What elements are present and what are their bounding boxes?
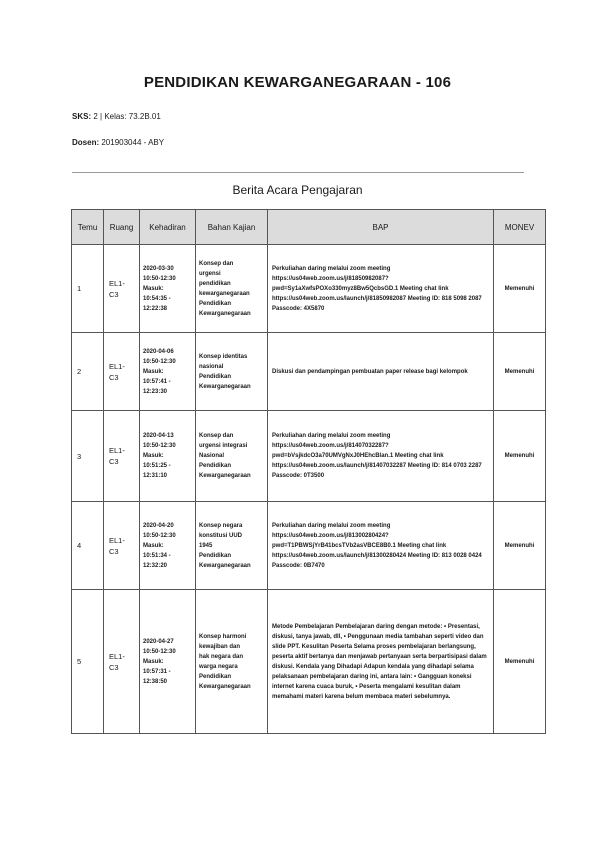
cell-kehadiran: 2020-04-27 10:50-12:30 Masuk: 10:57:31 - 12:38:50 (140, 590, 196, 734)
table-row (72, 245, 546, 333)
section-title: Berita Acara Pengajaran (232, 183, 363, 197)
cell-kehadiran: 2020-04-06 10:50-12:30 Masuk: 10:57:41 - 12:23:30 (140, 333, 196, 411)
cell-ruang: EL1- C3 (104, 245, 140, 333)
cell-bahan-kajian: Konsep negara konstitusi UUD 1945 Pendidikan Kewarganegaraan (196, 502, 268, 590)
cell-temu: 2 (72, 333, 104, 411)
sks-value: 2 | Kelas: 73.2B.01 (93, 112, 161, 121)
document-title: PENDIDIKAN KEWARGANEGARAAN - 106 (143, 74, 452, 91)
cell-bahan-kajian: Konsep dan urgensi integrasi Nasional Pendidikan Kewarganegaraan (196, 411, 268, 502)
cell-bap: Perkuliahan daring melalui zoom meeting https://us04web.zoom.us/j/81407032287?pwd=bVsjkdcO3a70UMVgNxJ0HEhcBlan.1 Meeting chat link https://us04web.zoom.us/launch/j/81407032287 Meeting ID: 814 0703 2287 Passcode: 0T3500 (268, 411, 494, 502)
header-bahan-kajian: Bahan Kajian (196, 210, 268, 245)
header-temu: Temu (72, 210, 104, 245)
cell-monev: Memenuhi (494, 245, 546, 333)
cell-temu: 4 (72, 502, 104, 590)
cell-bap: Diskusi dan pendampingan pembuatan paper release bagi kelompok (268, 333, 494, 411)
table-row (72, 590, 546, 734)
cell-bap: Perkuliahan daring melalui zoom meeting https://us04web.zoom.us/j/81850982087?pwd=Sy1aXwfsPOXo330myz8Bw5QcbsGD.1 Meeting chat link https://us04web.zoom.us/launch/j/81850982087 Meeting ID: 818 5098 2087 Passcode: 4X5870 (268, 245, 494, 333)
cell-temu: 3 (72, 411, 104, 502)
class-info (72, 112, 161, 121)
header-monev: MONEV (494, 210, 546, 245)
cell-bap: Metode Pembelajaran Pembelajaran daring dengan metode: • Presentasi, diskusi, tanya jawab, dll, • Penggunaan media tambahan seperti video dan slide PPT. Kesulitan Peserta Selama proses pembelajaran berlangsung, peserta aktif bertanya dan menjawab pertanyaan serta berpartisipasi dalam diskusi. Kendala yang Dihadapi Adapun kendala yang dihadapi selama pelaksanaan pembelajaran daring ini, antara lain: • Gangguan koneksi internet karena cuaca buruk, • Peserta mengalami kesulitan dalam memahami materi karena belum membaca materi sebelumnya. (268, 590, 494, 734)
cell-kehadiran: 2020-03-30 10:50-12:30 Masuk: 10:54:35 - 12:22:38 (140, 245, 196, 333)
cell-bahan-kajian: Konsep identitas nasional Pendidikan Kewarganegaraan (196, 333, 268, 411)
divider (72, 172, 524, 173)
cell-kehadiran: 2020-04-20 10:50-12:30 Masuk: 10:51:34 - 12:32:20 (140, 502, 196, 590)
cell-monev: Memenuhi (494, 411, 546, 502)
sks-label: SKS: (72, 112, 92, 121)
cell-ruang: EL1- C3 (104, 590, 140, 734)
cell-temu: 5 (72, 590, 104, 734)
table-row (72, 411, 546, 502)
table-row (72, 333, 546, 411)
cell-temu: 1 (72, 245, 104, 333)
cell-ruang: EL1- C3 (104, 411, 140, 502)
cell-monev: Memenuhi (494, 590, 546, 734)
cell-bap: Perkuliahan daring melalui zoom meeting https://us04web.zoom.us/j/81300280424?pwd=T1PBWSjYrB41bcsTVb2asVBCE8B0.1 Meeting chat link https://us04web.zoom.us/launch/j/81300280424 Meeting ID: 813 0028 0424 Passcode: 0B7470 (268, 502, 494, 590)
dosen-value: 201903044 - ABY (101, 138, 165, 147)
header-kehadiran: Kehadiran (140, 210, 196, 245)
cell-monev: Memenuhi (494, 333, 546, 411)
header-ruang: Ruang (104, 210, 140, 245)
lecturer-info (72, 138, 164, 147)
teaching-record-table (71, 209, 546, 734)
cell-kehadiran: 2020-04-13 10:50-12:30 Masuk: 10:51:25 - 12:31:10 (140, 411, 196, 502)
table-header-row (72, 210, 546, 245)
cell-ruang: EL1- C3 (104, 333, 140, 411)
cell-ruang: EL1- C3 (104, 502, 140, 590)
cell-bahan-kajian: Konsep dan urgensi pendidikan kewarganegaraan Pendidikan Kewarganegaraan (196, 245, 268, 333)
cell-bahan-kajian: Konsep harmoni kewajiban dan hak negara dan warga negara Pendidikan Kewarganegaraan (196, 590, 268, 734)
table-row (72, 502, 546, 590)
cell-monev: Memenuhi (494, 502, 546, 590)
header-bap: BAP (268, 210, 494, 245)
dosen-label: Dosen: (72, 138, 100, 147)
